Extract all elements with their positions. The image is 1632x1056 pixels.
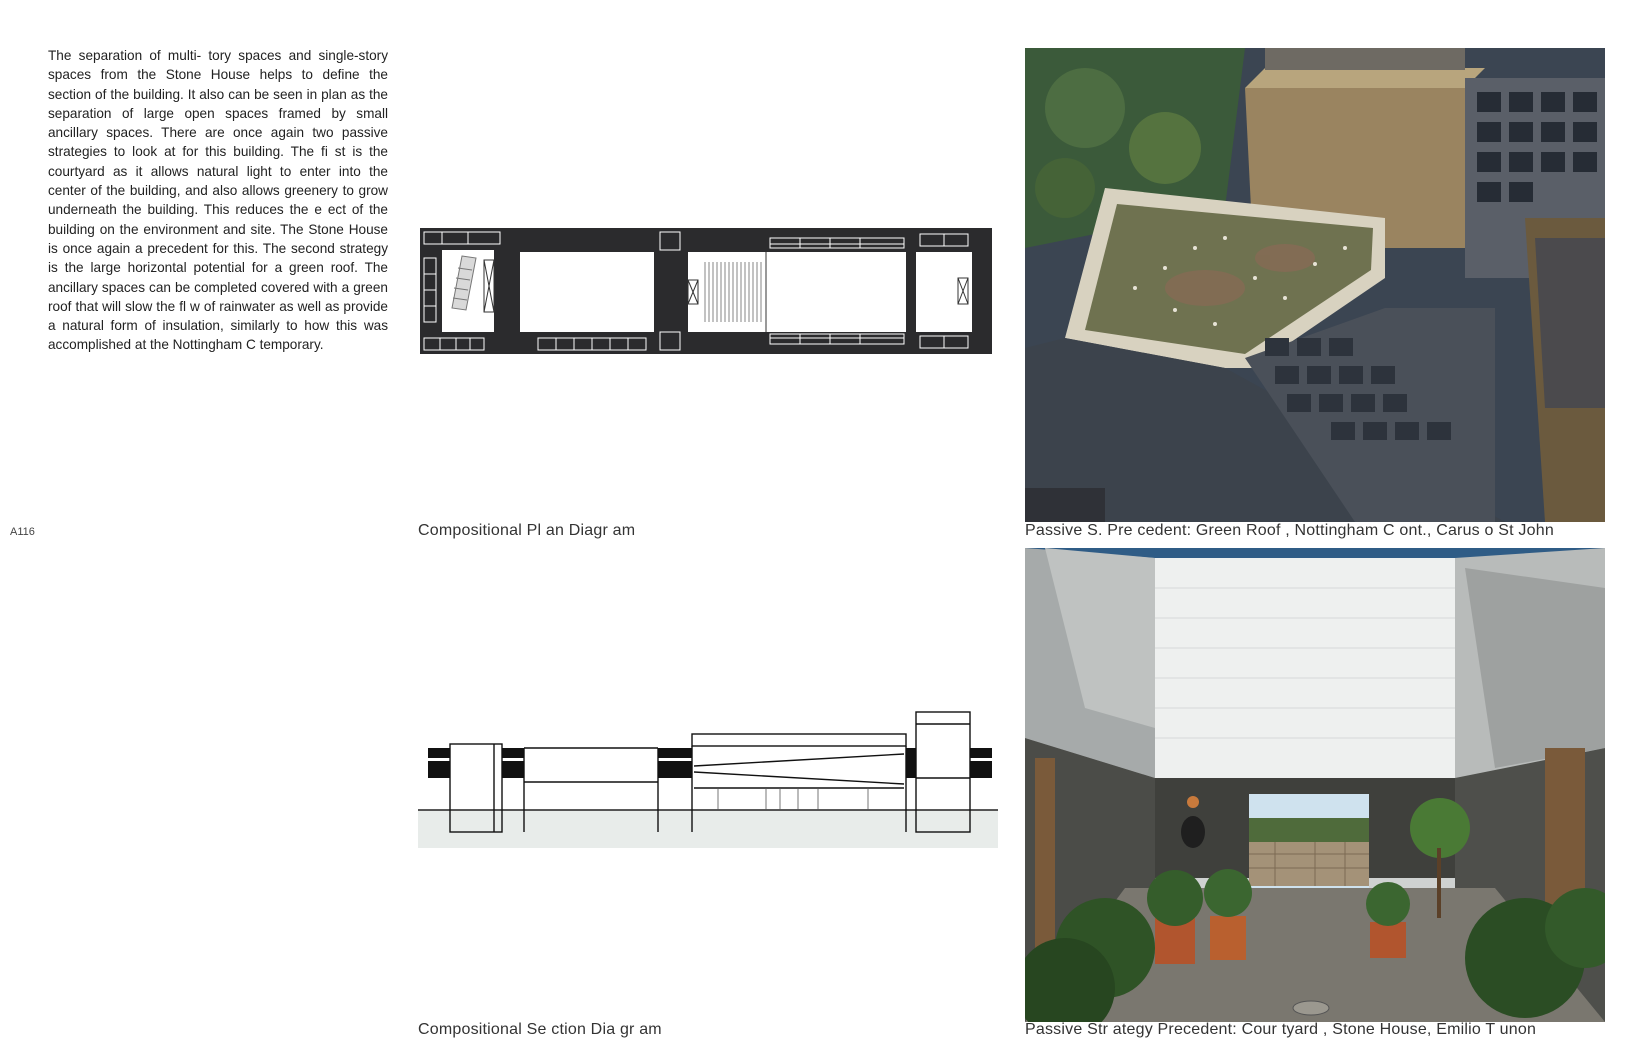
section-diagram: [418, 706, 998, 848]
green-roof-photo: [1025, 48, 1605, 522]
courtyard-photo: [1025, 548, 1605, 1022]
plan-diagram: [420, 228, 992, 354]
plan-caption: Compositional Pl an Diagr am: [418, 522, 636, 539]
green-roof-caption: Passive S. Pre cedent: Green Roof , Nottingham C ont., Carus o St John: [1025, 522, 1554, 539]
page-number: A116: [10, 526, 35, 538]
courtyard-caption: Passive Str ategy Precedent: Cour tyard , Stone House, Emilio T unon: [1025, 1021, 1537, 1038]
section-caption: Compositional Se ction Dia gr am: [418, 1021, 662, 1038]
body-text: The separation of multi- tory spaces and single-story spaces from the Stone House helps to define the section of the building. It also can be seen in plan as the separation of large open spaces framed by small ancillary spaces. There are once again two passive strategies to look at for this building. The fi st is the courtyard as it allows natural light to enter into the center of the building, and also allows greenery to grow underneath the building. This reduces the e ect of the building on the environment and site. The Stone House is once again a precedent for this. The second strategy is the large horizontal potential for a green roof. The ancillary spaces can be completed covered with a green roof that will slow the fl w of rainwater as well as provide a natural form of insulation, similarly to how this was accomplished at the Nottingham C temporary.: [48, 48, 388, 353]
